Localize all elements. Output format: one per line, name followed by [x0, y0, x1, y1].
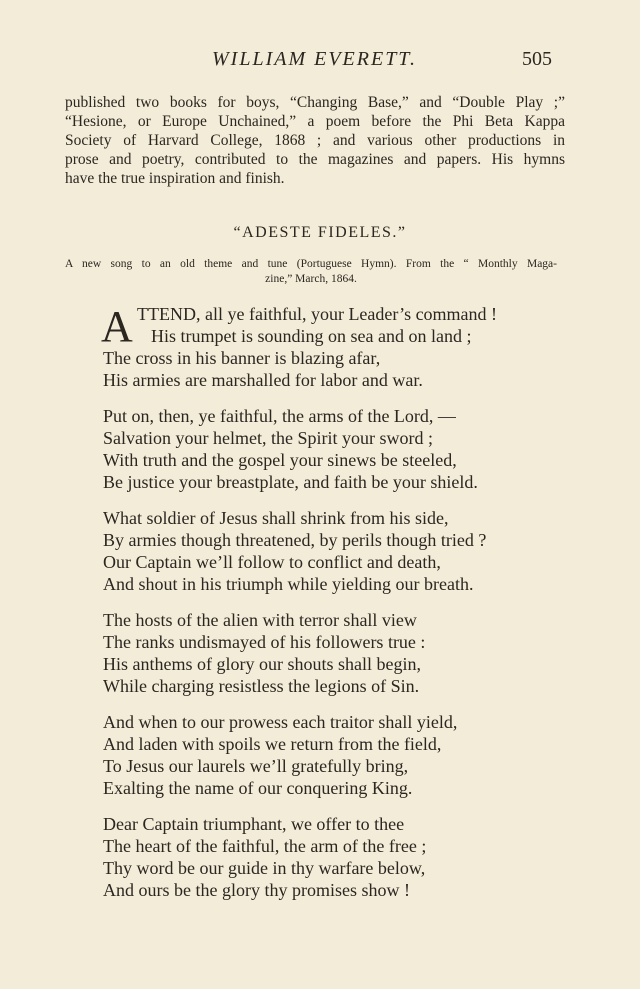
intro-line: have the true inspiration and finish.	[65, 170, 285, 187]
intro-line: published two books for boys, “Changing Base,” and “Double Play ;”	[65, 94, 565, 111]
intro-line: “Hesione, or Europe Unchained,” a poem before the Phi Beta Kappa	[65, 113, 565, 130]
verse-line: With truth and the gospel your sinews be steeled,	[103, 450, 457, 470]
intro-line: Society of Harvard College, 1868 ; and various other productions in	[65, 132, 565, 149]
verse-line: His trumpet is sounding on sea and on land ;	[151, 326, 472, 346]
stanza	[103, 609, 563, 697]
verse-line: The ranks undismayed of his followers true :	[103, 632, 426, 652]
verse-line: His armies are marshalled for labor and war.	[103, 370, 423, 390]
running-title: WILLIAM EVERETT.	[212, 48, 417, 70]
intro-line: prose and poetry, contributed to the magazines and papers. His hymns	[65, 151, 565, 168]
verse-line: To Jesus our laurels we’ll gratefully bring,	[103, 756, 409, 776]
verse-line: The hosts of the alien with terror shall view	[103, 610, 417, 630]
verse-line: By armies though threatened, by perils though tried ?	[103, 530, 487, 550]
poem-body	[103, 303, 563, 915]
verse-line: And ours be the glory thy promises show !	[103, 880, 410, 900]
verse-line: Salvation your helmet, the Spirit your sword ;	[103, 428, 433, 448]
stanza	[103, 507, 563, 595]
verse-line: The heart of the faithful, the arm of the free ;	[103, 836, 427, 856]
drop-cap: A	[101, 302, 133, 351]
stanza	[103, 303, 563, 391]
verse-line: Thy word be our guide in thy warfare below,	[103, 858, 426, 878]
verse-line: Be justice your breastplate, and faith be your shield.	[103, 472, 478, 492]
verse-line: What soldier of Jesus shall shrink from his side,	[103, 508, 449, 528]
poem-source-note	[65, 257, 557, 287]
source-line: zine,” March, 1864.	[265, 273, 357, 285]
verse-line: While charging resistless the legions of Sin.	[103, 676, 420, 696]
running-head	[0, 48, 640, 72]
stanza	[103, 711, 563, 799]
stanza	[103, 405, 563, 493]
verse-line: Exalting the name of our conquering King.	[103, 778, 413, 798]
first-line-text: TTEND, all ye faithful, your Leader’s command !	[137, 304, 498, 324]
page-number: 505	[522, 48, 552, 70]
verse-line	[103, 303, 563, 325]
verse-line: His anthems of glory our shouts shall begin,	[103, 654, 421, 674]
verse-line: The cross in his banner is blazing afar,	[103, 348, 381, 368]
verse-line: Our Captain we’ll follow to conflict and death,	[103, 552, 441, 572]
verse-line: Put on, then, ye faithful, the arms of the Lord, —	[103, 406, 456, 426]
verse-line: And laden with spoils we return from the field,	[103, 734, 442, 754]
stanza	[103, 813, 563, 901]
verse-line: And when to our prowess each traitor shall yield,	[103, 712, 458, 732]
poem-title: “ADESTE FIDELES.”	[233, 224, 407, 241]
intro-paragraph	[65, 93, 565, 188]
verse-line: And shout in his triumph while yielding our breath.	[103, 574, 474, 594]
source-line: A new song to an old theme and tune (Portuguese Hymn). From the “ Monthly Maga-	[65, 258, 557, 270]
verse-line: Dear Captain triumphant, we offer to thee	[103, 814, 405, 834]
